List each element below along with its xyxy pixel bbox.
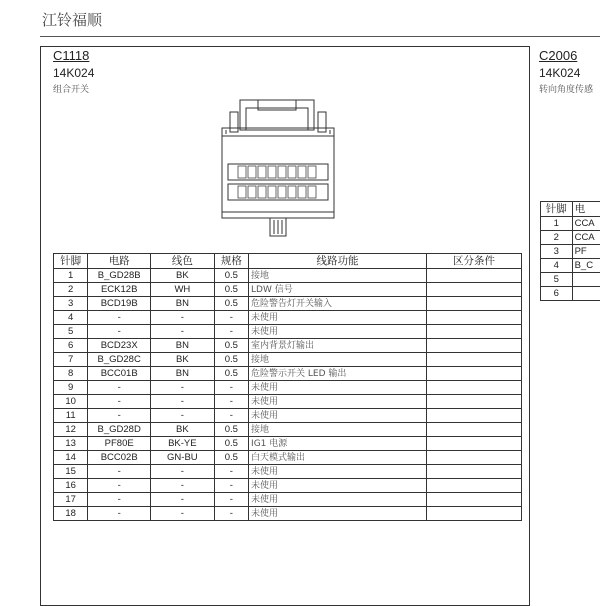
- table-header-row-right: [541, 202, 600, 217]
- condition: [426, 465, 521, 479]
- wire-color: BK: [151, 353, 215, 367]
- circuit-function: 室内背景灯输出: [249, 339, 427, 353]
- table-row-right: [541, 245, 600, 259]
- circuit-function: 未使用: [249, 479, 427, 493]
- table-row-right: [541, 287, 600, 301]
- circuit-code: B_C: [572, 259, 600, 273]
- circuit-code: BCD23X: [88, 339, 151, 353]
- circuit-function: 未使用: [249, 409, 427, 423]
- col-header-circuit: 电路: [88, 254, 151, 269]
- circuit-function: 未使用: [249, 395, 427, 409]
- table-row: [54, 311, 522, 325]
- table-row-right: [541, 273, 600, 287]
- circuit-function: IG1 电源: [249, 437, 427, 451]
- wire-gauge: 0.5: [214, 353, 248, 367]
- table-row: [54, 283, 522, 297]
- pin-number: 5: [541, 273, 573, 287]
- col-header-circuit-right: 电: [572, 202, 600, 217]
- condition: [426, 395, 521, 409]
- pin-number: 3: [54, 297, 88, 311]
- wire-gauge: -: [214, 493, 248, 507]
- condition: [426, 297, 521, 311]
- table-row-right: [541, 231, 600, 245]
- wire-color: WH: [151, 283, 215, 297]
- wire-color: -: [151, 325, 215, 339]
- wire-gauge: -: [214, 465, 248, 479]
- part-number-right: 14K024: [539, 66, 580, 80]
- circuit-code: -: [88, 479, 151, 493]
- table-row: [54, 409, 522, 423]
- table-row: [54, 367, 522, 381]
- col-header-wire-color: 线色: [151, 254, 215, 269]
- wire-color: BK: [151, 423, 215, 437]
- condition: [426, 423, 521, 437]
- wire-gauge: -: [214, 325, 248, 339]
- pin-number: 7: [54, 353, 88, 367]
- circuit-code: -: [88, 493, 151, 507]
- wire-color: -: [151, 311, 215, 325]
- pin-number: 14: [54, 451, 88, 465]
- wire-gauge: 0.5: [214, 367, 248, 381]
- pin-number: 18: [54, 507, 88, 521]
- condition: [426, 367, 521, 381]
- table-row-right: [541, 217, 600, 231]
- table-row: [54, 269, 522, 283]
- condition: [426, 451, 521, 465]
- pin-number: 6: [541, 287, 573, 301]
- table-row: [54, 465, 522, 479]
- table-row: [54, 353, 522, 367]
- circuit-function: 未使用: [249, 381, 427, 395]
- connector-code: C1118: [53, 48, 89, 63]
- condition: [426, 437, 521, 451]
- table-row: [54, 423, 522, 437]
- wire-color: -: [151, 507, 215, 521]
- wire-gauge: 0.5: [214, 283, 248, 297]
- pin-number: 5: [54, 325, 88, 339]
- table-row: [54, 479, 522, 493]
- pin-number: 6: [54, 339, 88, 353]
- table-row: [54, 493, 522, 507]
- pin-number: 15: [54, 465, 88, 479]
- pin-number: 3: [541, 245, 573, 259]
- table-row-right: [541, 259, 600, 273]
- col-header-pin-right: 针脚: [541, 202, 573, 217]
- circuit-code: -: [88, 381, 151, 395]
- circuit-code: -: [88, 507, 151, 521]
- col-header-condition: 区分条件: [426, 254, 521, 269]
- wire-gauge: -: [214, 507, 248, 521]
- wire-gauge: 0.5: [214, 269, 248, 283]
- wire-color: BN: [151, 297, 215, 311]
- wire-color: BN: [151, 339, 215, 353]
- wire-gauge: -: [214, 381, 248, 395]
- pin-table-right: [540, 201, 600, 301]
- pin-number: 4: [541, 259, 573, 273]
- circuit-function: 未使用: [249, 465, 427, 479]
- part-number: 14K024: [53, 66, 94, 80]
- circuit-function: 接地: [249, 269, 427, 283]
- table-row: [54, 339, 522, 353]
- circuit-function: 白天模式输出: [249, 451, 427, 465]
- circuit-code: B_GD28B: [88, 269, 151, 283]
- circuit-code: PF: [572, 245, 600, 259]
- circuit-function: 未使用: [249, 311, 427, 325]
- wire-color: -: [151, 479, 215, 493]
- connector-description: 组合开关: [53, 82, 89, 95]
- table-row: [54, 451, 522, 465]
- circuit-code: [572, 273, 600, 287]
- circuit-function: 危险警告灯开关输入: [249, 297, 427, 311]
- circuit-function: 未使用: [249, 507, 427, 521]
- wire-gauge: -: [214, 311, 248, 325]
- circuit-code: BCC01B: [88, 367, 151, 381]
- circuit-code: BCC02B: [88, 451, 151, 465]
- wire-gauge: -: [214, 409, 248, 423]
- circuit-function: LDW 信号: [249, 283, 427, 297]
- circuit-code: [572, 287, 600, 301]
- circuit-function: 接地: [249, 423, 427, 437]
- circuit-function: 接地: [249, 353, 427, 367]
- table-row: [54, 507, 522, 521]
- circuit-function: 未使用: [249, 325, 427, 339]
- pin-number: 13: [54, 437, 88, 451]
- pin-number: 1: [541, 217, 573, 231]
- pin-number: 12: [54, 423, 88, 437]
- wire-color: BN: [151, 367, 215, 381]
- table-row: [54, 395, 522, 409]
- wire-gauge: 0.5: [214, 423, 248, 437]
- circuit-code: -: [88, 395, 151, 409]
- circuit-code: -: [88, 409, 151, 423]
- wire-color: -: [151, 465, 215, 479]
- pin-table: [53, 253, 522, 521]
- pin-number: 8: [54, 367, 88, 381]
- circuit-code: PF80E: [88, 437, 151, 451]
- pin-number: 11: [54, 409, 88, 423]
- table-header-row: [54, 254, 522, 269]
- condition: [426, 339, 521, 353]
- connector-description-right: 转向角度传感: [539, 82, 593, 95]
- pin-number: 2: [541, 231, 573, 245]
- wire-color: BK-YE: [151, 437, 215, 451]
- pin-number: 10: [54, 395, 88, 409]
- connector-code-right: C2006: [539, 48, 577, 63]
- condition: [426, 325, 521, 339]
- circuit-code: ECK12B: [88, 283, 151, 297]
- table-row: [54, 381, 522, 395]
- col-header-pin: 针脚: [54, 254, 88, 269]
- col-header-gauge: 规格: [214, 254, 248, 269]
- condition: [426, 283, 521, 297]
- circuit-code: CCA: [572, 217, 600, 231]
- circuit-code: -: [88, 311, 151, 325]
- circuit-code: -: [88, 325, 151, 339]
- wire-color: -: [151, 493, 215, 507]
- wire-gauge: -: [214, 479, 248, 493]
- pin-number: 2: [54, 283, 88, 297]
- wire-color: -: [151, 395, 215, 409]
- pin-number: 16: [54, 479, 88, 493]
- pin-number: 17: [54, 493, 88, 507]
- circuit-code: B_GD28C: [88, 353, 151, 367]
- circuit-code: CCA: [572, 231, 600, 245]
- header-divider: [40, 36, 600, 37]
- connector-diagram-icon: [218, 98, 338, 240]
- condition: [426, 353, 521, 367]
- wire-color: GN-BU: [151, 451, 215, 465]
- circuit-code: B_GD28D: [88, 423, 151, 437]
- table-row: [54, 437, 522, 451]
- condition: [426, 493, 521, 507]
- wire-gauge: 0.5: [214, 451, 248, 465]
- wire-color: -: [151, 381, 215, 395]
- wire-gauge: 0.5: [214, 297, 248, 311]
- wire-gauge: -: [214, 395, 248, 409]
- condition: [426, 479, 521, 493]
- table-row: [54, 325, 522, 339]
- table-row: [54, 297, 522, 311]
- circuit-code: BCD19B: [88, 297, 151, 311]
- condition: [426, 381, 521, 395]
- pin-number: 4: [54, 311, 88, 325]
- wire-gauge: 0.5: [214, 437, 248, 451]
- col-header-function: 线路功能: [249, 254, 427, 269]
- condition: [426, 507, 521, 521]
- wire-gauge: 0.5: [214, 339, 248, 353]
- condition: [426, 409, 521, 423]
- wire-color: BK: [151, 269, 215, 283]
- condition: [426, 269, 521, 283]
- circuit-function: 未使用: [249, 493, 427, 507]
- circuit-code: -: [88, 465, 151, 479]
- brand-title: 江铃福顺: [42, 9, 102, 30]
- pin-number: 9: [54, 381, 88, 395]
- circuit-function: 危险警示开关 LED 输出: [249, 367, 427, 381]
- condition: [426, 311, 521, 325]
- pin-number: 1: [54, 269, 88, 283]
- wire-color: -: [151, 409, 215, 423]
